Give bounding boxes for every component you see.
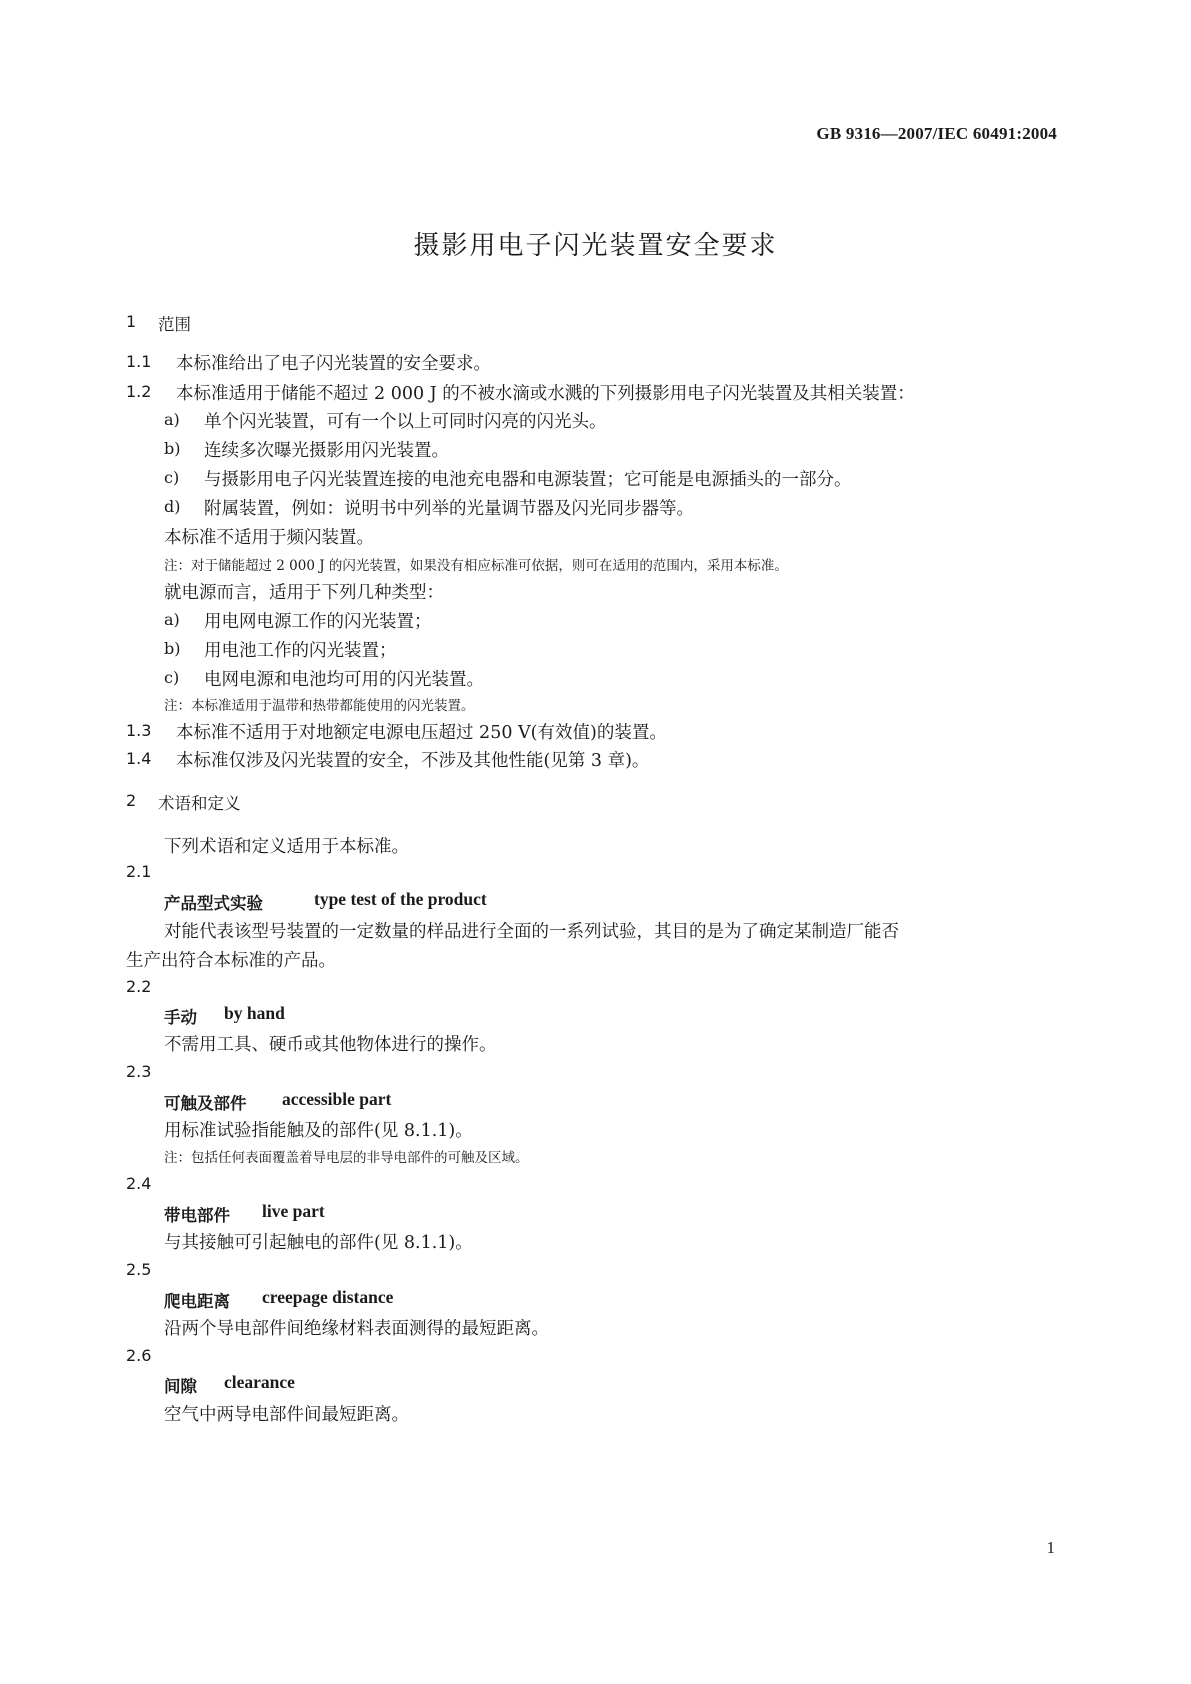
power-item-c-text: 电网电源和电池均可用的闪光装置。 (204, 670, 484, 690)
section-1-title: 范围 (158, 315, 191, 334)
term-2-4-en: live part (262, 1201, 325, 1221)
scope-item-a-label: a) (164, 410, 180, 429)
term-2-5-cn: 爬电距离 (164, 1292, 230, 1311)
clause-1-2-text: 本标准适用于储能不超过 2 000 J 的不被水滴或水溅的下列摄影用电子闪光装置及其相关装置： (176, 384, 915, 404)
scope-item-c-label: c) (164, 468, 180, 487)
term-2-2-cn: 手动 (164, 1008, 197, 1027)
term-2-4-number: 2.4 (126, 1174, 152, 1193)
term-2-6-cn: 间隙 (164, 1377, 197, 1396)
power-item-a-label: a) (164, 610, 180, 629)
clause-1-1-number: 1.1 (126, 352, 152, 371)
term-2-1-en: type test of the product (314, 889, 487, 909)
clause-1-1-text: 本标准给出了电子闪光装置的安全要求。 (176, 354, 491, 374)
section-2-title: 术语和定义 (158, 794, 241, 813)
term-2-5-number: 2.5 (126, 1260, 152, 1279)
clause-1-2-number: 1.2 (126, 382, 152, 401)
term-2-6-definition: 空气中两导电部件间最短距离。 (164, 1405, 409, 1425)
term-2-1-definition-line1: 对能代表该型号装置的一定数量的样品进行全面的一系列试验，其目的是为了确定某制造厂能否 (164, 922, 899, 942)
term-2-1-number: 2.1 (126, 862, 152, 881)
section-1-number: 1 (126, 312, 137, 331)
clause-1-3-text: 本标准不适用于对地额定电源电压超过 250 V(有效值)的装置。 (176, 723, 667, 743)
power-item-c-label: c) (164, 668, 180, 687)
clause-1-4-number: 1.4 (126, 749, 152, 768)
note-energy: 注：对于储能超过 2 000 J 的闪光装置，如果没有相应标准可依据，则可在适用的范围内，采用本标准。 (164, 558, 788, 574)
power-item-b-text: 用电池工作的闪光装置； (204, 641, 397, 661)
standard-code: GB 9316—2007/IEC 60491:2004 (816, 124, 1057, 143)
term-2-3-en: accessible part (282, 1089, 392, 1109)
term-2-1-cn: 产品型式实验 (164, 894, 263, 913)
term-2-6-en: clearance (224, 1372, 295, 1392)
term-2-3-number: 2.3 (126, 1062, 152, 1081)
section-2-number: 2 (126, 791, 137, 810)
term-2-6-number: 2.6 (126, 1346, 152, 1365)
scope-item-a-text: 单个闪光装置，可有一个以上可同时闪亮的闪光头。 (204, 412, 607, 432)
power-item-b-label: b) (164, 639, 181, 658)
document-title: 摄影用电子闪光装置安全要求 (413, 231, 778, 261)
term-2-3-definition: 用标准试验指能触及的部件(见 8.1.1)。 (164, 1121, 473, 1141)
scope-item-b-text: 连续多次曝光摄影用闪光装置。 (204, 441, 449, 461)
term-2-5-definition: 沿两个导电部件间绝缘材料表面测得的最短距离。 (164, 1319, 549, 1339)
power-item-a-text: 用电网电源工作的闪光装置； (204, 612, 432, 632)
scope-item-c-text: 与摄影用电子闪光装置连接的电池充电器和电源装置；它可能是电源插头的一部分。 (204, 470, 852, 490)
page-number: 1 (1046, 1538, 1055, 1557)
term-2-2-number: 2.2 (126, 977, 152, 996)
term-2-5-en: creepage distance (262, 1287, 394, 1307)
term-2-3-cn: 可触及部件 (164, 1094, 247, 1113)
term-2-1-definition-line2: 生产出符合本标准的产品。 (126, 951, 336, 971)
term-2-3-note: 注：包括任何表面覆盖着导电层的非导电部件的可触及区域。 (164, 1150, 529, 1166)
scope-item-d-text: 附属装置，例如：说明书中列举的光量调节器及闪光同步器等。 (204, 499, 694, 519)
clause-1-3-number: 1.3 (126, 721, 152, 740)
term-2-2-en: by hand (224, 1003, 285, 1023)
power-intro-text: 就电源而言，适用于下列几种类型： (164, 583, 444, 603)
clause-1-4-text: 本标准仅涉及闪光装置的安全，不涉及其他性能(见第 3 章)。 (176, 751, 650, 771)
scope-item-b-label: b) (164, 439, 181, 458)
exclusion-text: 本标准不适用于频闪装置。 (164, 528, 374, 548)
term-2-4-definition: 与其接触可引起触电的部件(见 8.1.1)。 (164, 1233, 473, 1253)
term-2-2-definition: 不需用工具、硬币或其他物体进行的操作。 (164, 1035, 497, 1055)
term-2-4-cn: 带电部件 (164, 1206, 230, 1225)
note-climate: 注：本标准适用于温带和热带都能使用的闪光装置。 (164, 698, 475, 714)
section-2-intro: 下列术语和定义适用于本标准。 (164, 837, 409, 857)
scope-item-d-label: d) (164, 497, 181, 516)
